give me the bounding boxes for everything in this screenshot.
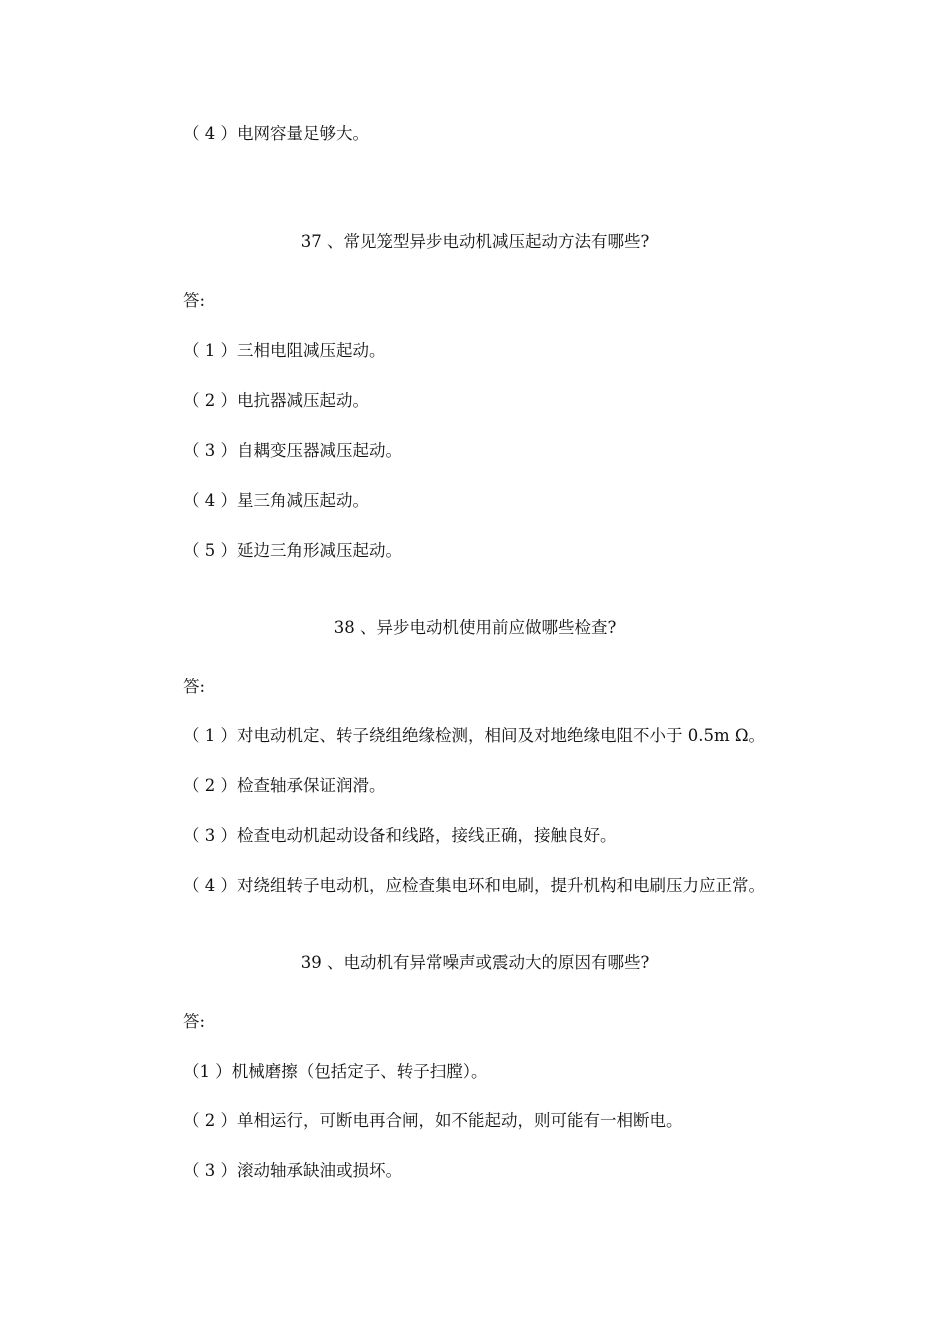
- answer-item: （ 4 ）星三角减压起动。: [183, 491, 369, 510]
- answer-item: （ 2 ）检查轴承保证润滑。: [183, 776, 386, 795]
- answer-item: （ 2 ）单相运行，可断电再合闸，如不能起动，则可能有一相断电。: [183, 1111, 683, 1130]
- answer-label: 答:: [183, 291, 206, 310]
- answer-item: （ 4 ）电网容量足够大。: [183, 124, 369, 143]
- answer-item: （ 3 ）检查电动机起动设备和线路，接线正确，接触良好。: [183, 826, 617, 845]
- question-heading: 39 、电动机有异常噪声或震动大的原因有哪些?: [300, 953, 650, 972]
- answer-label: 答:: [183, 677, 206, 696]
- question-heading: 38 、异步电动机使用前应做哪些检查?: [333, 618, 617, 637]
- answer-item: （ 2 ）电抗器减压起动。: [183, 391, 369, 410]
- answer-item: （ 1 ）对电动机定、转子绕组绝缘检测，相间及对地绝缘电阻不小于 0.5m Ω。: [183, 726, 766, 745]
- question-heading: 37 、常见笼型异步电动机减压起动方法有哪些?: [300, 232, 650, 251]
- answer-item: （ 1 ）三相电阻减压起动。: [183, 341, 386, 360]
- answer-item: （ 4 ）对绕组转子电动机，应检查集电环和电刷，提升机构和电刷压力应正常。: [183, 876, 765, 895]
- answer-label: 答:: [183, 1012, 206, 1031]
- answer-item: （ 5 ）延边三角形减压起动。: [183, 541, 402, 560]
- answer-item: （ 3 ）滚动轴承缺油或损坏。: [183, 1161, 402, 1180]
- answer-item: （1 ）机械磨擦（包括定子、转子扫膛）。: [183, 1062, 488, 1081]
- answer-item: （ 3 ）自耦变压器减压起动。: [183, 441, 402, 460]
